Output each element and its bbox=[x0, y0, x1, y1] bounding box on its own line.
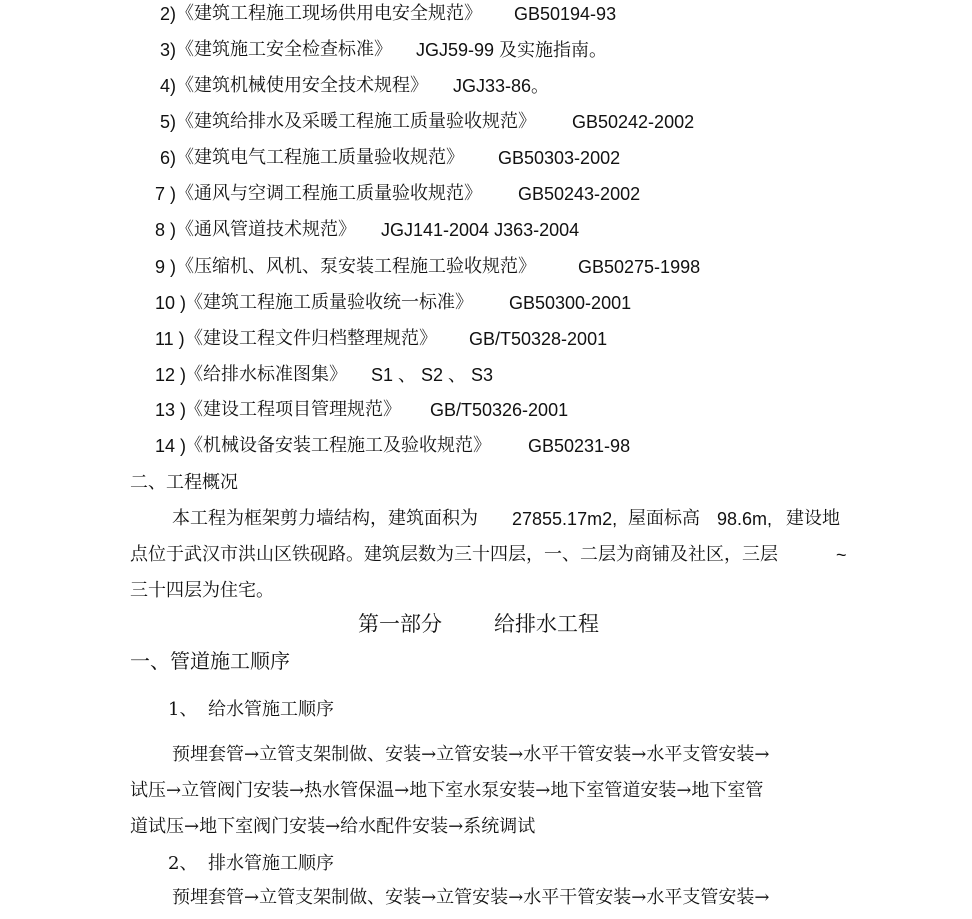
standard-code: GB/T50326-2001 bbox=[430, 400, 569, 420]
standard-number: 7 ) bbox=[155, 184, 177, 204]
standard-number: 14 ) bbox=[155, 436, 187, 456]
standard-name: 《建设工程项目管理规范》 bbox=[185, 399, 401, 420]
standard-name: 《建筑工程施工质量验收统一标准》 bbox=[185, 292, 473, 313]
roof-elevation-value: 98.6m, bbox=[717, 509, 773, 529]
sequence-heading: 一、管道施工顺序 bbox=[130, 649, 290, 673]
standard-name: 《机械设备安装工程施工及验收规范》 bbox=[185, 435, 491, 456]
standard-number: 12 ) bbox=[155, 365, 187, 385]
standard-code: JGJ33-86。 bbox=[453, 76, 550, 96]
overview-text: 点位于武汉市洪山区铁砚路。建筑层数为三十四层，一、二层为商铺及社区，三层 bbox=[130, 544, 778, 565]
water-supply-sequence-line-3: 道试压→地下室阀门安装→给水配件安装→系统调试 bbox=[130, 816, 536, 837]
standard-name: 《建筑机械使用安全技术规程》 bbox=[176, 75, 428, 96]
building-area-value: 27855.17m2, bbox=[512, 509, 618, 529]
part-title bbox=[358, 612, 599, 636]
standard-number: 8 ) bbox=[155, 220, 177, 240]
overview-paragraph-line-1 bbox=[172, 507, 840, 531]
standard-code: JGJ141-2004 J363-2004 bbox=[381, 220, 580, 240]
standard-number: 6) bbox=[160, 148, 177, 168]
standard-name: 《压缩机、风机、泵安装工程施工验收规范》 bbox=[176, 256, 536, 277]
standard-name: 《建筑给排水及采暖工程施工质量验收规范》 bbox=[176, 111, 536, 132]
standard-name: 《通风与空调工程施工质量验收规范》 bbox=[176, 183, 482, 204]
standard-name: 《建设工程文件归档整理规范》 bbox=[185, 328, 437, 349]
standard-code: GB50242-2002 bbox=[572, 112, 695, 132]
overview-paragraph-line-3: 三十四层为住宅。 bbox=[130, 580, 274, 601]
standard-name: 《给排水标准图集》 bbox=[185, 364, 347, 385]
standard-code: JGJ59-99 及实施指南。 bbox=[416, 40, 608, 60]
overview-heading: 二、工程概况 bbox=[130, 472, 238, 493]
range-tilde: ~ bbox=[836, 545, 847, 565]
overview-text: 建设地 bbox=[786, 508, 840, 529]
standard-code: GB50300-2001 bbox=[509, 293, 632, 313]
standard-number: 9 ) bbox=[155, 257, 177, 277]
standard-number: 11 ) bbox=[155, 329, 185, 349]
part-name: 给排水工程 bbox=[494, 612, 599, 636]
part-number: 第一部分 bbox=[358, 612, 442, 636]
standard-number: 10 ) bbox=[155, 293, 187, 313]
overview-paragraph-line-2 bbox=[130, 543, 778, 567]
standard-name: 《建筑电气工程施工质量验收规范》 bbox=[176, 147, 464, 168]
standard-code: GB50275-1998 bbox=[578, 257, 701, 277]
standard-code: GB50243-2002 bbox=[518, 184, 641, 204]
standard-number: 13 ) bbox=[155, 400, 187, 420]
standard-number: 3) bbox=[160, 40, 177, 60]
standard-code: S1 、 S2 、 S3 bbox=[371, 365, 494, 385]
standard-number: 2) bbox=[160, 4, 177, 24]
water-supply-sequence-line-2: 试压→立管阀门安装→热水管保温→地下室水泵安装→地下室管道安装→地下室管 bbox=[130, 780, 764, 801]
subsection-title: 排水管施工顺序 bbox=[208, 853, 334, 874]
subsection-2 bbox=[168, 852, 334, 876]
standard-code: GB50303-2002 bbox=[498, 148, 621, 168]
drainage-sequence-line-1: 预埋套管→立管支架制做、安装→立管安装→水平干管安装→水平支管安装→ bbox=[172, 887, 770, 908]
standard-name: 《建筑工程施工现场供用电安全规范》 bbox=[176, 3, 482, 24]
subsection-1 bbox=[168, 698, 334, 722]
standard-name: 《通风管道技术规范》 bbox=[176, 219, 356, 240]
standard-code: GB50194-93 bbox=[514, 4, 617, 24]
standard-code: GB50231-98 bbox=[528, 436, 631, 456]
standard-name: 《建筑施工安全检查标准》 bbox=[176, 39, 392, 60]
subsection-number: 2、 bbox=[168, 853, 198, 874]
standard-code: GB/T50328-2001 bbox=[469, 329, 608, 349]
standard-number: 5) bbox=[160, 112, 177, 132]
overview-text: 本工程为框架剪力墙结构，建筑面积为 bbox=[172, 508, 478, 529]
water-supply-sequence-line-1: 预埋套管→立管支架制做、安装→立管安装→水平干管安装→水平支管安装→ bbox=[172, 744, 770, 765]
roof-elevation-label: 屋面标高 bbox=[628, 508, 700, 529]
standard-number: 4) bbox=[160, 76, 177, 96]
subsection-title: 给水管施工顺序 bbox=[208, 699, 334, 720]
subsection-number: 1、 bbox=[168, 699, 198, 720]
